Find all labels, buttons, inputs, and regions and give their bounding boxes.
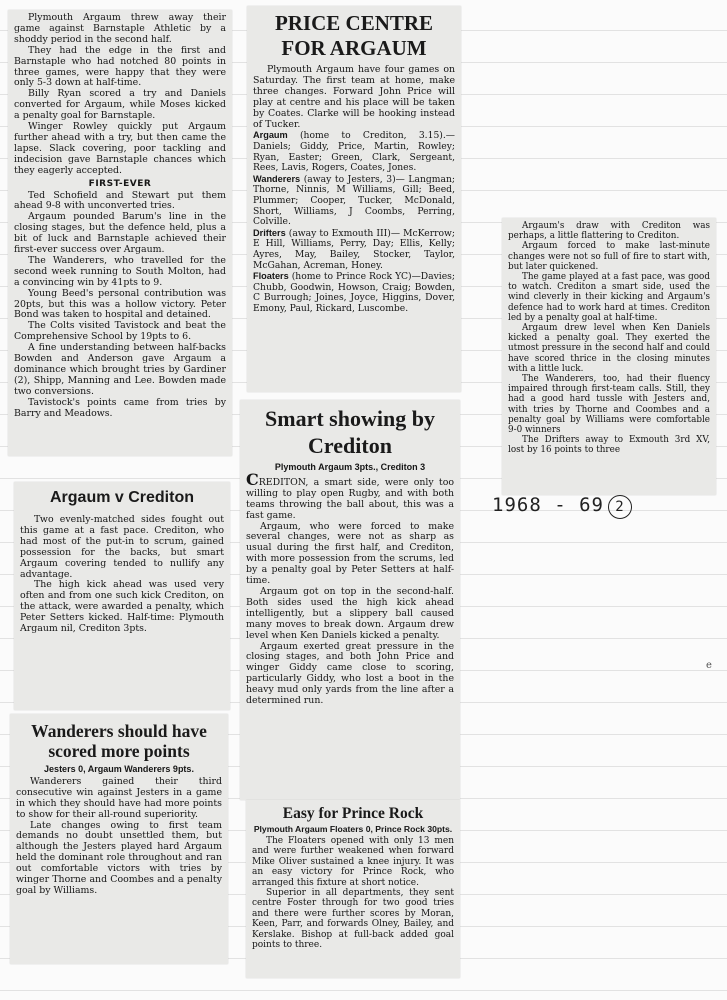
team-list-floaters: Floaters (home to Prince Rock YC)—Davies; Chubb, Goodwin, Howson, Craig; Bowden, C Burrough; Joines, Joyce, Higgins, Dover, Emony, Paul, Rickard, Luscombe.	[253, 271, 455, 314]
headline: PRICE CENTRE FOR ARGAUM	[274, 11, 434, 60]
clipping-easy-prince-rock	[246, 800, 460, 978]
para: Argaum's draw with Crediton was perhaps, a little flattering to Crediton.	[508, 221, 710, 242]
para: Young Beed's personal contribution was 20pts, but this was a hollow victory. Peter Bond was taken to hospital and detained.	[14, 287, 226, 321]
headline: Argaum v Crediton	[49, 489, 194, 506]
headline: Easy for Prince Rock	[282, 805, 424, 822]
para: Argaum exerted great pressure in the closing stages, and both John Price and winger Giddy came close to scoring, particularly Giddy, who lost a boot in the heavy mud only yards from the line after a determined run.	[246, 640, 454, 707]
subheading: FIRST-EVER	[88, 178, 152, 189]
clipping-wanderers	[10, 714, 228, 964]
clipping-smart-showing	[240, 400, 460, 800]
para: The high kick ahead was used very often and from one such kick Crediton, on the attack, were awarded a penalty, which Peter Setters kicked. Half-time: Plymouth Argaum nil, Crediton 3pts.	[20, 579, 224, 635]
team-list-drifters: Drifters (away to Exmouth III)— McKerrow; E Hill, Williams, Perry, Day; Ellis, Kelly; Ayres, May, Bailey, Stocker, Taylor, McGahan, Acreman, Honey.	[253, 227, 455, 271]
para: The Wanderers, too, had their fluency impaired through first-team calls. Still, they had a good hard tussle with Jesters and, with tries by Thorne and Coombes and a penalty goal by Williams were comfortable 9-0 winners	[508, 374, 710, 436]
para: Wanderers gained their third consecutive win against Jesters in a game in which they should have had more points to show for their all-round superiority.	[16, 775, 222, 820]
page-number-circled: 2	[608, 495, 632, 519]
intro-para: Plymouth Argaum have four games on Saturday. The first team at home, make three changes. Forward John Price will play at centre and his place will be taken by Coates. Clarke will be hooking instead of Tucker.	[253, 64, 455, 130]
para: Argaum, who were forced to make several changes, were not as sharp as usual during the first half, and Crediton, with more possession from the scrums, led by a penalty goal by Peter Setters at half-time.	[246, 520, 454, 587]
para: Late changes owing to first team demands no doubt unsettled them, but although the Jesters played hard Argaum held the dominant role throughout and ran out comfortable victors with tries by winger Thorne and Coombes and a penalty goal by Williams.	[16, 819, 222, 896]
para: They had the edge in the first and Barnstaple who had notched 80 points in three games, were happy that they were only 5-3 down at half-time.	[14, 44, 226, 89]
para: The Drifters away to Exmouth 3rd XV, lost by 16 points to three	[508, 435, 710, 456]
clipping-draw-crediton	[502, 218, 716, 495]
para: The Wanderers, who travelled for the second week running to South Molton, had a convincing win by 41pts to 9.	[14, 254, 226, 288]
para: Ted Schofield and Stewart put them ahead 9-8 with unconverted tries.	[14, 189, 226, 212]
margin-pencil-mark: e	[706, 660, 712, 671]
para: The Colts visited Tavistock and beat the Comprehensive School by 19pts to 6.	[14, 320, 226, 343]
clipping-barnstaple-report	[8, 10, 232, 456]
para: The game played at a fast pace, was good to watch. Crediton a smart side, used the wind cleverly in their kicking and Argaum's defence had to work hard at times. Crediton led by a penalty goal at half-time.	[508, 272, 710, 323]
clipping-price-centre	[247, 6, 461, 392]
para: Billy Ryan scored a try and Daniels converted for Argaum, while Moses kicked a penalty goal for Barnstaple.	[14, 88, 226, 122]
drop-cap: C	[246, 469, 259, 489]
para: Superior in all departments, they sent centre Foster through for two good tries and there were further scores by Moran, Keen, Parr, and forwards Olney, Bailey, and Kerslake. Bishop at full-back added goal points to three.	[252, 888, 454, 951]
headline: Smart showing by Crediton	[265, 406, 435, 458]
para: Argaum got on top in the second-half. Both sides used the high kick ahead intelligently, but a slippery ball caused many moves to break down. Argaum drew level when Ken Daniels kicked a penalty.	[246, 585, 454, 641]
para: CREDITON, a smart side, were only too willing to play open Rugby, and with both teams throwing the ball about, this was a fast game.	[246, 469, 454, 521]
score-byline: Jesters 0, Argaum Wanderers 9pts.	[44, 764, 194, 774]
para: Winger Rowley quickly put Argaum further ahead with a try, but then came the lapse. Slack covering, poor tackling and indecision gave Barnstaple chances which they eagerly accepted.	[14, 121, 226, 176]
para: Two evenly-matched sides fought out this game at a fast pace. Crediton, who had most of the put-in to scrum, gained possession for the backs, but smart Argaum covering tended to nullify any advantage.	[20, 514, 224, 580]
para: Argaum drew level when Ken Daniels kicked a penalty goal. They exerted the utmost pressure in the second half and could have scored thrice in the closing minutes with a little luck.	[508, 323, 710, 374]
headline: Wanderers should have scored more points	[31, 721, 207, 761]
para: Argaum forced to make last-minute changes were not so full of fire to start with, but later quickened.	[508, 241, 710, 272]
para: A fine understanding between half-backs Bowden and Anderson gave Argaum a dominance which brought tries by Gardiner (2), Shipp, Manning and Lee. Bowden made two conversions.	[14, 342, 226, 397]
para: Tavistock's points came from tries by Barry and Meadows.	[14, 396, 226, 419]
score-byline: Plymouth Argaum Floaters 0, Prince Rock 30pts.	[253, 824, 453, 834]
handwritten-season-note	[492, 494, 632, 519]
score-byline: Plymouth Argaum 3pts., Crediton 3	[274, 462, 426, 472]
para: Plymouth Argaum threw away their game against Barnstaple Athletic by a shoddy period in the second half.	[14, 12, 226, 45]
team-list-argaum: Argaum (home to Crediton, 3.15).— Daniels; Giddy, Price, Martin, Rowley; Ryan, Easter; Green, Clark, Sergeant, Rees, Lavis, Rogers, Coates, Jones.	[253, 130, 455, 174]
clipping-argaum-v-crediton	[14, 482, 230, 710]
team-list-wanderers: Wanderers (away to Jesters, 3)— Langman; Thorne, Ninnis, M Williams, Gill; Beed, Plummer; Cooper, Tucker, McDonald, Short, Williams, J Coombs, Perring, Colville.	[253, 173, 455, 228]
para: Argaum pounded Barum's line in the closing stages, but the defence held, plus a bit of luck and Barnstaple achieved their first-ever success over Argaum.	[14, 211, 226, 256]
para: The Floaters opened with only 13 men and were further weakened when forward Mike Oliver sustained a knee injury. It was an easy victory for Prince Rock, who arranged this fixture at short notice.	[252, 836, 454, 888]
season-text: 1968 - 69	[492, 494, 604, 516]
